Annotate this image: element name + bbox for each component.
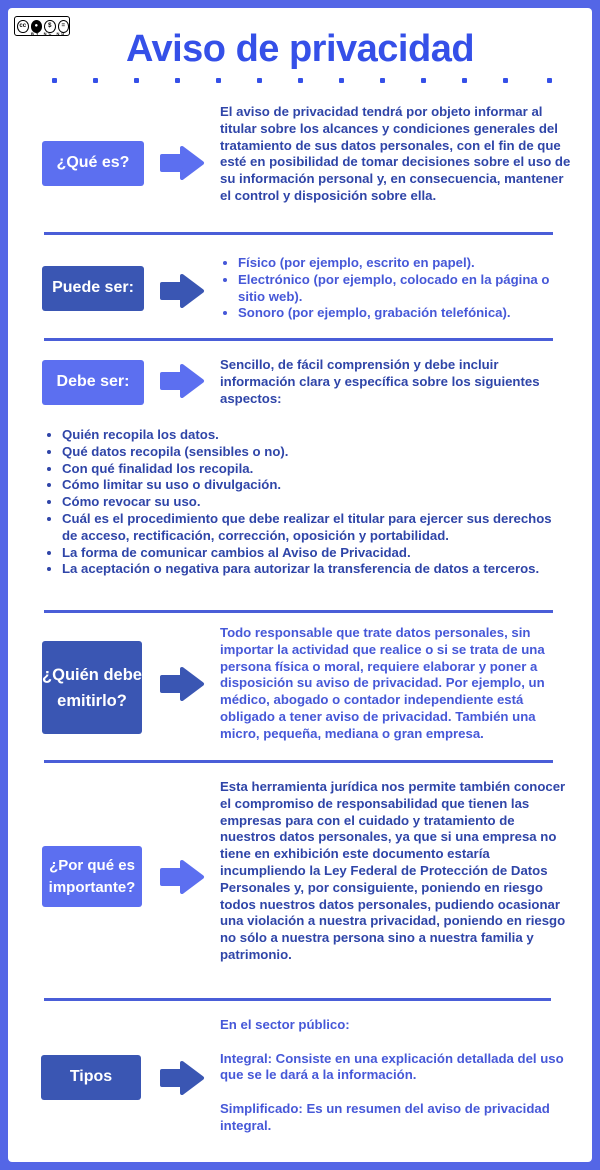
right-arrow-icon — [158, 667, 206, 701]
list-item: • Cómo limitar su uso o divulgación. — [62, 477, 564, 494]
right-arrow-icon — [158, 274, 206, 308]
section-divider — [44, 338, 553, 341]
list-item: • Con qué finalidad los recopila. — [62, 461, 564, 478]
que-es-text: El aviso de privacidad tendrá por objeto informar al titular sobre los alcances y condiciones generales del tratamiento de sus datos personales, con el fin de que esté en posibilidad de tomar decisiones sobre el uso de su información personal y, en consecuencia, mantener el control y disposición sobre ella. — [220, 104, 571, 203]
tipos-text — [220, 1017, 572, 1135]
section-divider — [44, 232, 553, 235]
puede-ser-list — [220, 255, 572, 322]
quien-label: ¿Quién debe emitirlo? — [42, 641, 142, 734]
nc-icon: $ — [44, 20, 56, 33]
tipos-simplificado: Simplificado: Es un resumen del aviso de privacidad integral. — [220, 1100, 550, 1133]
debe-ser-intro: Sencillo, de fácil comprensión y debe incluir información clara y específica sobre los siguientes aspectos: — [220, 357, 540, 406]
by-icon: ● — [31, 20, 43, 33]
quien-text: Todo responsable que trate datos personales, sin importar la actividad que realice o si se trata de una persona física o moral, requiere elaborar y poner a disposición su aviso de privacidad. Por ejemplo, un médico, abogado o contador independiente está obligado a tener aviso de privacidad. También una micro, pequeña, mediana o gran empresa. — [220, 625, 545, 741]
list-item: • Electrónico (por ejemplo, colocado en la página o sitio web). — [238, 272, 572, 306]
list-item: • Cómo revocar su uso. — [62, 494, 564, 511]
list-item: • La aceptación o negativa para autorizar la transferencia de datos a terceros. — [62, 561, 564, 578]
por-que-text: Esta herramienta jurídica nos permite también conocer el compromiso de responsabilidad que tienen las empresas para con el cuidado y tratamiento de nuestros datos personales, ya que si una empresa no tiene en exhibición este documento estaría incumpliendo la Ley Federal de Protección de Datos Personales y, por consiguiente, poniendo en riesgo todos nuestros datos personales, pudiendo ocasionar una violación a nuestra privacidad, poniendo en riesgo no sólo a nuestra persona sino a nuestra familia y patrimonio. — [220, 779, 566, 962]
infographic-card — [8, 8, 592, 1162]
dotted-divider — [52, 78, 552, 84]
right-arrow-icon — [158, 364, 206, 398]
tipos-intro: En el sector público: — [220, 1017, 350, 1032]
debe-ser-list — [44, 427, 564, 578]
list-item: • Quién recopila los datos. — [62, 427, 564, 444]
list-item: • Cuál es el procedimiento que debe realizar el titular para ejercer sus derechos de acceso, rectificación, corrección, oposición y portabilidad. — [62, 511, 564, 545]
tipos-label: Tipos — [41, 1055, 141, 1100]
list-item: • Físico (por ejemplo, escrito en papel). — [238, 255, 572, 272]
list-item: • La forma de comunicar cambios al Aviso de Privacidad. — [62, 545, 564, 562]
que-es-label: ¿Qué es? — [42, 141, 144, 186]
cc-icon: cc — [17, 20, 29, 33]
por-que-label: ¿Por qué es importante? — [42, 846, 142, 907]
right-arrow-icon — [158, 1061, 206, 1095]
debe-ser-label: Debe ser: — [42, 360, 144, 405]
right-arrow-icon — [158, 146, 206, 180]
nd-icon: = — [58, 20, 70, 33]
tipos-integral: Integral: Consiste en una explicación detallada del uso que se le dará a la información. — [220, 1050, 564, 1083]
puede-ser-label: Puede ser: — [42, 266, 144, 311]
license-terms: BY NC ND — [31, 31, 67, 36]
section-divider — [44, 998, 551, 1001]
page-title: Aviso de privacidad — [125, 28, 475, 70]
section-divider — [44, 610, 553, 613]
right-arrow-icon — [158, 860, 206, 894]
section-divider — [44, 760, 553, 763]
list-item: • Sonoro (por ejemplo, grabación telefónica). — [238, 305, 572, 322]
list-item: • Qué datos recopila (sensibles o no). — [62, 444, 564, 461]
